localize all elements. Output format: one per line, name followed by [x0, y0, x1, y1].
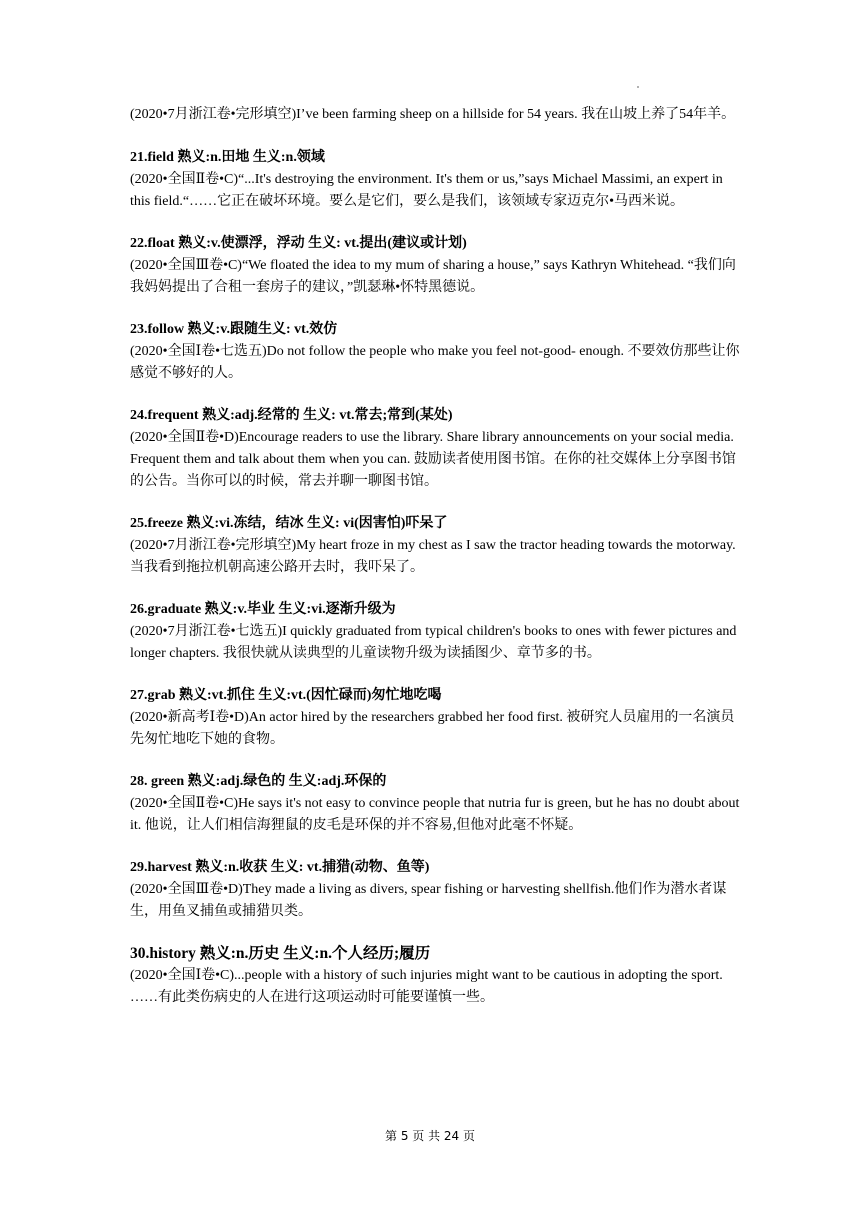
- vocab-entry-field: [130, 147, 740, 213]
- example-sentence: (2020•全国Ⅱ卷•C)“...It's destroying the environment. It's them or us,”says Michael Massimi, an expert in this field.“……它正在破坏环境。要么是它们，要么是我们，该领域专家迈克尔•马西米说。: [130, 172, 723, 209]
- vocab-entry-harvest: [130, 857, 740, 923]
- example-sentence: (2020•全国Ⅰ卷•C)...people with a history of such injuries might want to be cautious in adopting the sport. ……有此类伤病史的人在进行这项运动时可能要谨慎一些。: [130, 968, 723, 1005]
- vocab-entry-graduate: [130, 599, 740, 665]
- example-sentence: (2020•全国Ⅱ卷•C)He says it's not easy to convince people that nutria fur is green, but he has no doubt about it. 他说，让人们相信海狸鼠的皮毛是环保的并不容易,但他对此毫不怀疑。: [130, 796, 740, 833]
- entry-heading: 29.harvest 熟义:n.收获 生义: vt.捕猎(动物、鱼等): [130, 860, 430, 875]
- vocab-entry-freeze: [130, 513, 740, 579]
- example-sentence: (2020•全国Ⅰ卷•七选五)Do not follow the people who make you feel not-good- enough. 不要效仿那些让你感觉不够好的人。: [130, 344, 740, 381]
- vocabulary-list: [130, 104, 740, 1029]
- example-sentence: (2020•7月浙江卷•完形填空)I’ve been farming sheep on a hillside for 54 years. 我在山坡上养了54年羊。: [130, 107, 736, 122]
- vocab-entry-float: [130, 233, 740, 299]
- example-sentence: (2020•全国Ⅱ卷•D)Encourage readers to use the library. Share library announcements on your social media. Frequent them and talk about them when you can. 鼓励读者使用图书馆。在你的社交媒体上分享图书馆的公告。当你可以的时候，常去并聊一聊图书馆。: [130, 430, 736, 489]
- entry-heading: 23.follow 熟义:v.跟随生义: vt.效仿: [130, 322, 338, 337]
- page-number: 第 5 页 共 24 页: [385, 1129, 475, 1143]
- vocab-entry-green: [130, 771, 740, 837]
- entry-heading: 22.float 熟义:v.使漂浮，浮动 生义: vt.提出(建议或计划): [130, 236, 467, 251]
- vocab-entry-history: [130, 943, 740, 1009]
- entry-heading: 26.graduate 熟义:v.毕业 生义:vi.逐渐升级为: [130, 602, 396, 617]
- example-sentence: (2020•全国Ⅲ卷•D)They made a living as divers, spear fishing or harvesting shellfish.他们作为潜水者谋生，用鱼叉捕鱼或捕猎贝类。: [130, 882, 727, 919]
- entry-heading: 30.history 熟义:n.历史 生义:n.个人经历;履历: [130, 945, 431, 962]
- entry-heading: 27.grab 熟义:vt.抓住 生义:vt.(因忙碌而)匆忙地吃喝: [130, 688, 442, 703]
- example-sentence: (2020•新高考Ⅰ卷•D)An actor hired by the researchers grabbed her food first. 被研究人员雇用的一名演员先匆忙地吃下她的食物。: [130, 710, 735, 747]
- entry-heading: 24.frequent 熟义:adj.经常的 生义: vt.常去;常到(某处): [130, 408, 453, 423]
- entry-heading: 28. green 熟义:adj.绿色的 生义:adj.环保的: [130, 774, 387, 789]
- example-sentence: (2020•7月浙江卷•七选五)I quickly graduated from typical children's books to ones with fewer pictures and longer chapters. 我很快就从读典型的儿童读物升级为读插图少、章节多的书。: [130, 624, 737, 661]
- intro-entry: [130, 104, 740, 126]
- entry-heading: 25.freeze 熟义:vi.冻结，结冰 生义: vi(因害怕)吓呆了: [130, 516, 448, 531]
- vocab-entry-follow: [130, 319, 740, 385]
- page-mark: [637, 86, 639, 88]
- vocab-entry-grab: [130, 685, 740, 751]
- vocab-entry-frequent: [130, 405, 740, 493]
- example-sentence: (2020•7月浙江卷•完形填空)My heart froze in my chest as I saw the tractor heading towards the motorway. 当我看到拖拉机朝高速公路开去时，我吓呆了。: [130, 538, 736, 575]
- entry-heading: 21.field 熟义:n.田地 生义:n.领域: [130, 150, 325, 165]
- example-sentence: (2020•全国Ⅲ卷•C)“We floated the idea to my mum of sharing a house,” says Kathryn Whitehead. “我们向我妈妈提出了合租一套房子的建议，”凯瑟琳•怀特黑德说。: [130, 258, 736, 295]
